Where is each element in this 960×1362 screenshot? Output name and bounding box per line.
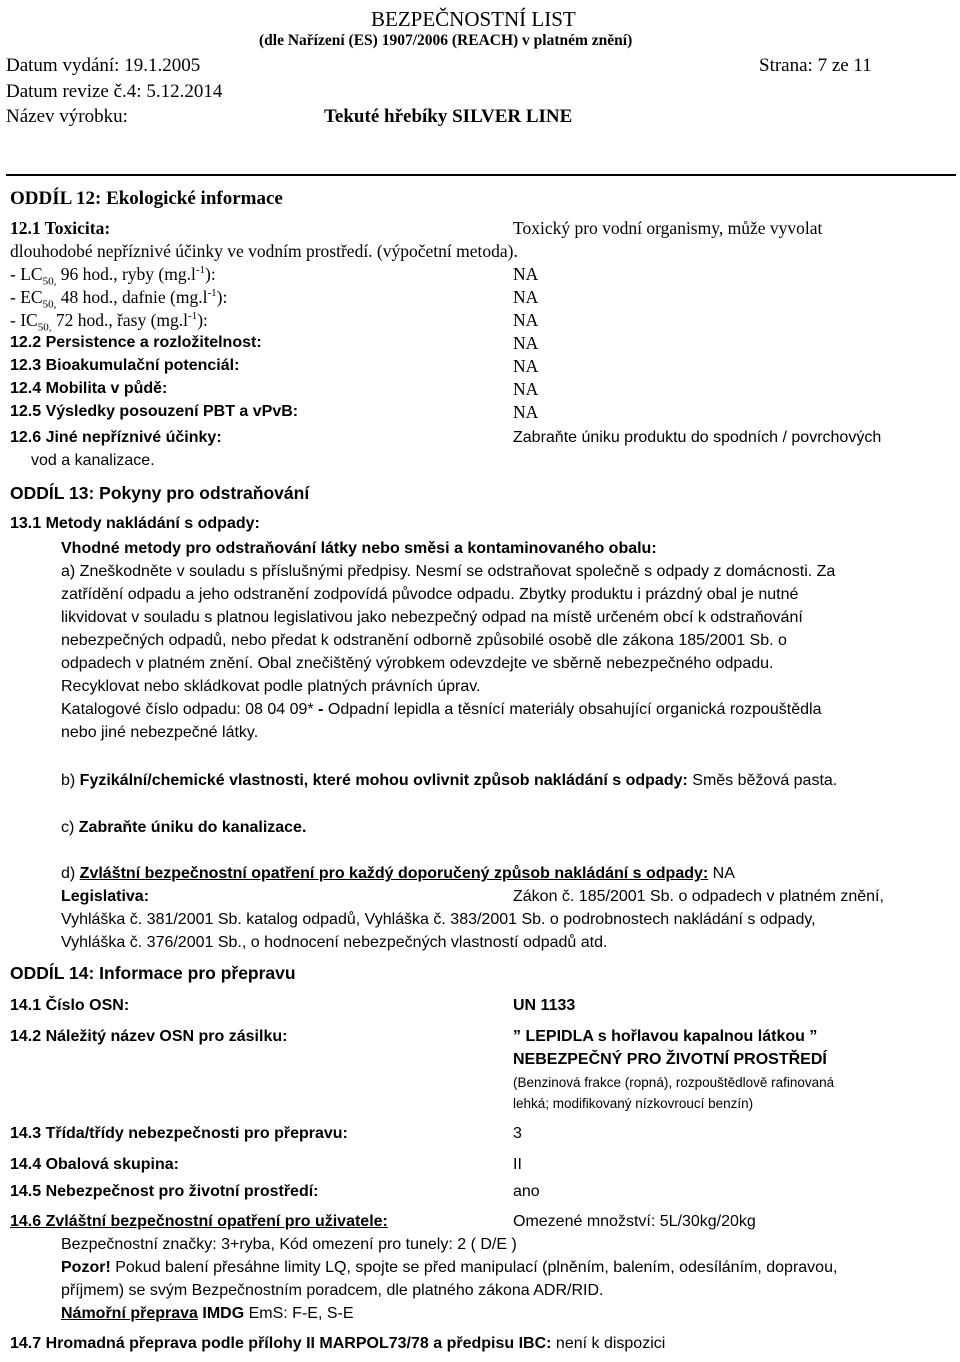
sea-transport: Námořní přeprava IMDG EmS: F-E, S-E [61, 1305, 354, 1322]
disposal-text-line: likvidovat v souladu s platnou legislativou jako nebezpečný odpad na místě určeném obcí k odstraňování [61, 609, 803, 626]
document-title: BEZPEČNOSTNÍ LIST [371, 7, 576, 31]
page-number: Strana: 7 ze 11 [759, 55, 872, 76]
disposal-methods-label: 13.1 Metody nakládání s odpady: [10, 515, 260, 532]
un-number-label: 14.1 Číslo OSN: [10, 997, 130, 1014]
legislation-line: Vyhláška č. 376/2001 Sb., o hodnocení nebezpečných vlastností odpadů atd. [61, 934, 608, 951]
legislation-value: Zákon č. 185/2001 Sb. o odpadech v platném znění, [513, 888, 884, 905]
lc50-value: NA [513, 264, 539, 284]
shipping-name-note: (Benzinová frakce (ropná), rozpouštědlově rafinovaná [513, 1075, 835, 1090]
persistence-label: 12.2 Persistence a rozložitelnost: [10, 334, 262, 351]
ec50-label: - $EC_{50,}$ 48 hod., dafnie $(mg.l^{-1})$: [10, 287, 228, 311]
pbt-value: NA [513, 402, 539, 422]
mobility-label: 12.4 Mobilita v půdě: [10, 380, 168, 397]
ec50-value: NA [513, 287, 539, 307]
shipping-name-value: ” LEPIDLA s hořlavou kapalnou látkou ” [513, 1028, 818, 1045]
disposal-text-line: odpadech v platném znění. Obal znečištěný výrobkem odevzdejte ve sběrně nebezpečného odpadu. [61, 655, 774, 672]
legislation-label: Legislativa: [61, 888, 150, 905]
document-subtitle: (dle Nařízení (ES) 1907/2006 (REACH) v platném znění) [259, 32, 633, 49]
disposal-text-line: nebezpečných odpadů, nebo předat k odstranění odborně způsobilé osobě dle zákona 185/2001 Sb. o [61, 632, 787, 649]
packing-group-value: II [513, 1156, 522, 1173]
section-14-title: ODDÍL 14: Informace pro přepravu [10, 963, 296, 983]
bioaccumulation-value: NA [513, 356, 539, 376]
shipping-name-label: 14.2 Náležitý název OSN pro zásilku: [10, 1028, 288, 1045]
ic50-value: NA [513, 310, 539, 330]
lc50-label: - $LC_{50,}$ 96 hod., ryby $(mg.l^{-1})$: [10, 264, 216, 288]
hazard-class-label: 14.3 Třída/třídy nebezpečnosti pro přepravu: [10, 1125, 348, 1142]
toxicity-continuation: dlouhodobé nepříznivé účinky ve vodním prostředí. (výpočetní metoda). [10, 241, 518, 261]
persistence-value: NA [513, 333, 539, 353]
ic50-label: - $IC_{50,}$ 72 hod., řasy $(mg.l^{-1})$: [10, 310, 208, 334]
mobility-value: NA [513, 379, 539, 399]
bulk-transport: 14.7 Hromadná přeprava podle přílohy II MARPOL73/78 a předpisu IBC: není k dispozici [10, 1335, 666, 1352]
un-number-value: UN 1133 [513, 997, 576, 1014]
toxicity-label: 12.1 Toxicita: [10, 218, 111, 238]
toxicity-value: Toxický pro vodní organismy, může vyvolat [513, 218, 823, 238]
other-effects-label: 12.6 Jiné nepříznivé účinky: [10, 429, 222, 446]
env-hazard-value: ano [513, 1183, 540, 1200]
other-effects-continuation: vod a kanalizace. [31, 452, 155, 469]
packing-group-label: 14.4 Obalová skupina: [10, 1156, 179, 1173]
bioaccumulation-label: 12.3 Bioakumulační potenciál: [10, 357, 240, 374]
disposal-text-line: zatřídění odpadu a jeho odstranění zodpovídá původce odpadu. Zbytky produktu i prázdný obal je nutné [61, 586, 799, 603]
shipping-name-note: lehká; modifikovaný nízkovroucí benzín) [513, 1096, 754, 1111]
hazard-class-value: 3 [513, 1125, 522, 1142]
disposal-methods-subtitle: Vhodné metody pro odstraňování látky nebo směsi a kontaminovaného obalu: [61, 540, 657, 557]
disposal-item-c: c) Zabraňte úniku do kanalizace. [61, 819, 307, 836]
shipping-name-env-hazard: NEBEZPEČNÝ PRO ŽIVOTNÍ PROSTŘEDÍ [513, 1051, 827, 1068]
disposal-text-line: a) Zneškodněte v souladu s příslušnými předpisy. Nesmí se odstraňovat společně s odpady z domácnosti. Za [61, 563, 836, 580]
caution-note-continuation: příjmem) se svým Bezpečnostním poradcem, dle platného zákona ADR/RID. [61, 1282, 604, 1299]
product-name: Tekuté hřebíky SILVER LINE [324, 106, 573, 127]
disposal-text-line: Recyklovat nebo skládkovat podle platných právních úprav. [61, 678, 481, 695]
env-hazard-label: 14.5 Nebezpečnost pro životní prostředí: [10, 1183, 319, 1200]
special-precautions-value: Omezené množství: 5L/30kg/20kg [513, 1213, 756, 1230]
caution-note: Pozor! Pokud balení přesáhne limity LQ, spojte se před manipulací (plněním, balením, odesíláním, dopravou, [61, 1259, 838, 1276]
waste-catalogue-continuation: nebo jiné nebezpečné látky. [61, 724, 259, 741]
product-label: Název výrobku: [6, 106, 128, 127]
section-12-title: ODDÍL 12: Ekologické informace [10, 188, 283, 209]
pbt-label: 12.5 Výsledky posouzení PBT a vPvB: [10, 403, 299, 420]
section-divider [6, 174, 956, 176]
legislation-line: Vyhláška č. 381/2001 Sb. katalog odpadů, Vyhláška č. 383/2001 Sb. o podrobnostech nakládání s odpady, [61, 911, 816, 928]
section-13-title: ODDÍL 13: Pokyny pro odstraňování [10, 483, 310, 503]
disposal-item-d: d) Zvláštní bezpečnostní opatření pro každý doporučený způsob nakládání s odpady: NA [61, 865, 735, 882]
disposal-item-b: b) Fyzikální/chemické vlastnosti, které mohou ovlivnit způsob nakládání s odpady: Směs běžová pasta. [61, 772, 838, 789]
waste-catalogue-number: Katalogové číslo odpadu: 08 04 09* - Odpadní lepidla a těsnící materiály obsahující organická rozpouštědla [61, 701, 822, 718]
other-effects-value: Zabraňte úniku produktu do spodních / povrchových [513, 429, 882, 446]
safety-signs: Bezpečnostní značky: 3+ryba, Kód omezení pro tunely: 2 ( D/E ) [61, 1236, 517, 1253]
special-precautions-label: 14.6 Zvláštní bezpečnostní opatření pro uživatele: [10, 1213, 388, 1230]
revision-date: Datum revize č.4: 5.12.2014 [6, 81, 223, 102]
issue-date: Datum vydání: 19.1.2005 [6, 55, 201, 76]
